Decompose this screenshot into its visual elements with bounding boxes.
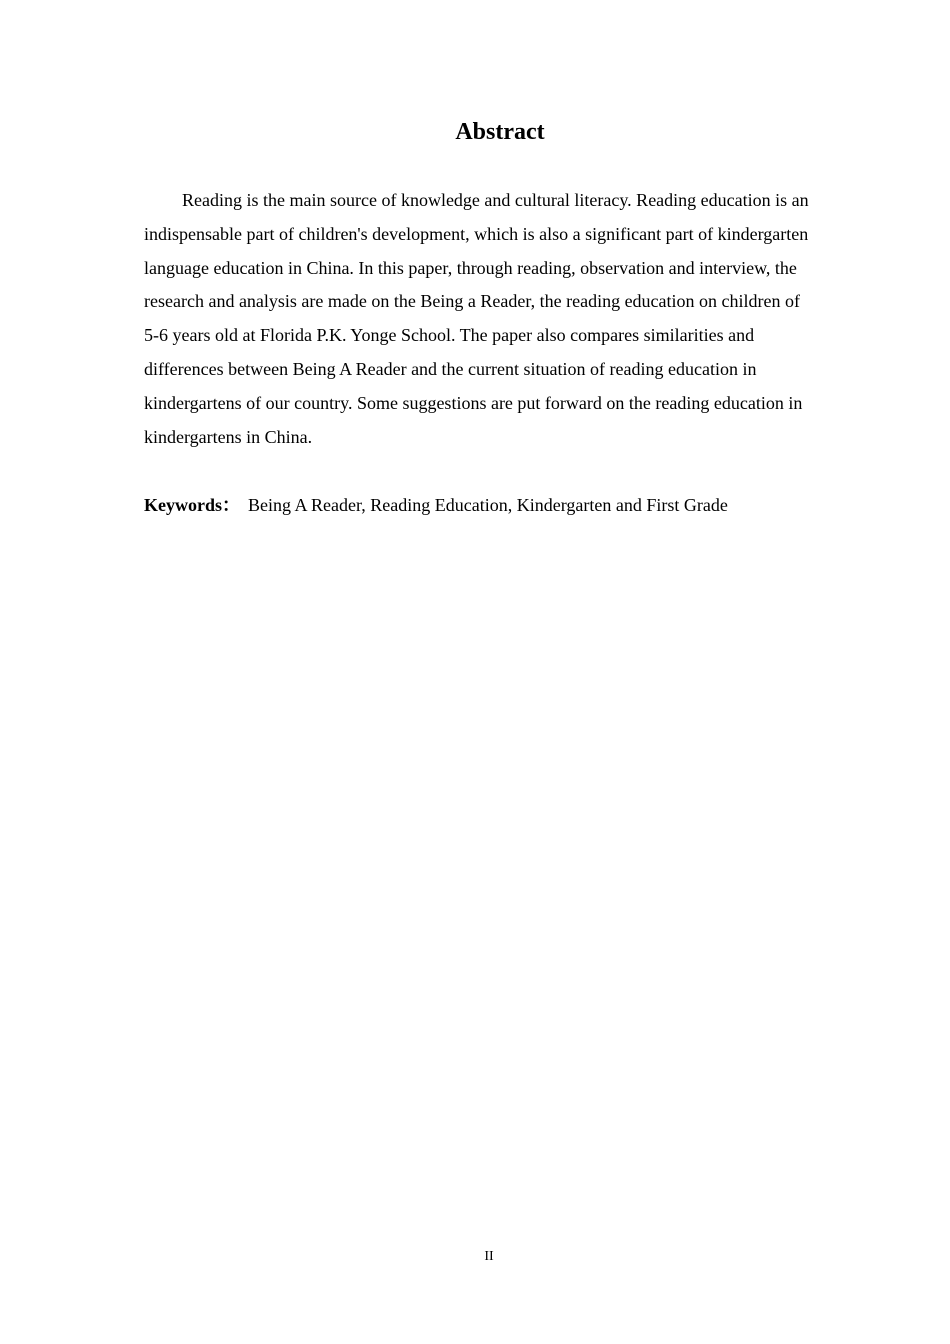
keywords-label: Keywords (144, 495, 222, 515)
abstract-paragraph: Reading is the main source of knowledge and cultural literacy. Reading education is an indispensable part of children's development, which is also a significant part of kindergarten language education in China. In this paper, through reading, observation and interview, the research and analysis are made on the Being a Reader, the reading education on children of 5-6 years old at Florida P.K. Yonge School. The paper also compares similarities and differences between Being A Reader and the current situation of reading education in kindergartens of our country. Some suggestions are put forward on the reading education in kindergartens in China. (144, 190, 809, 447)
abstract-title: Abstract (455, 119, 545, 145)
page-number: II (484, 1249, 494, 1264)
keywords-text: Being A Reader, Reading Education, Kindergarten and First Grade (248, 495, 728, 515)
keywords-separator: ： (222, 495, 240, 515)
keywords-line (144, 489, 844, 521)
